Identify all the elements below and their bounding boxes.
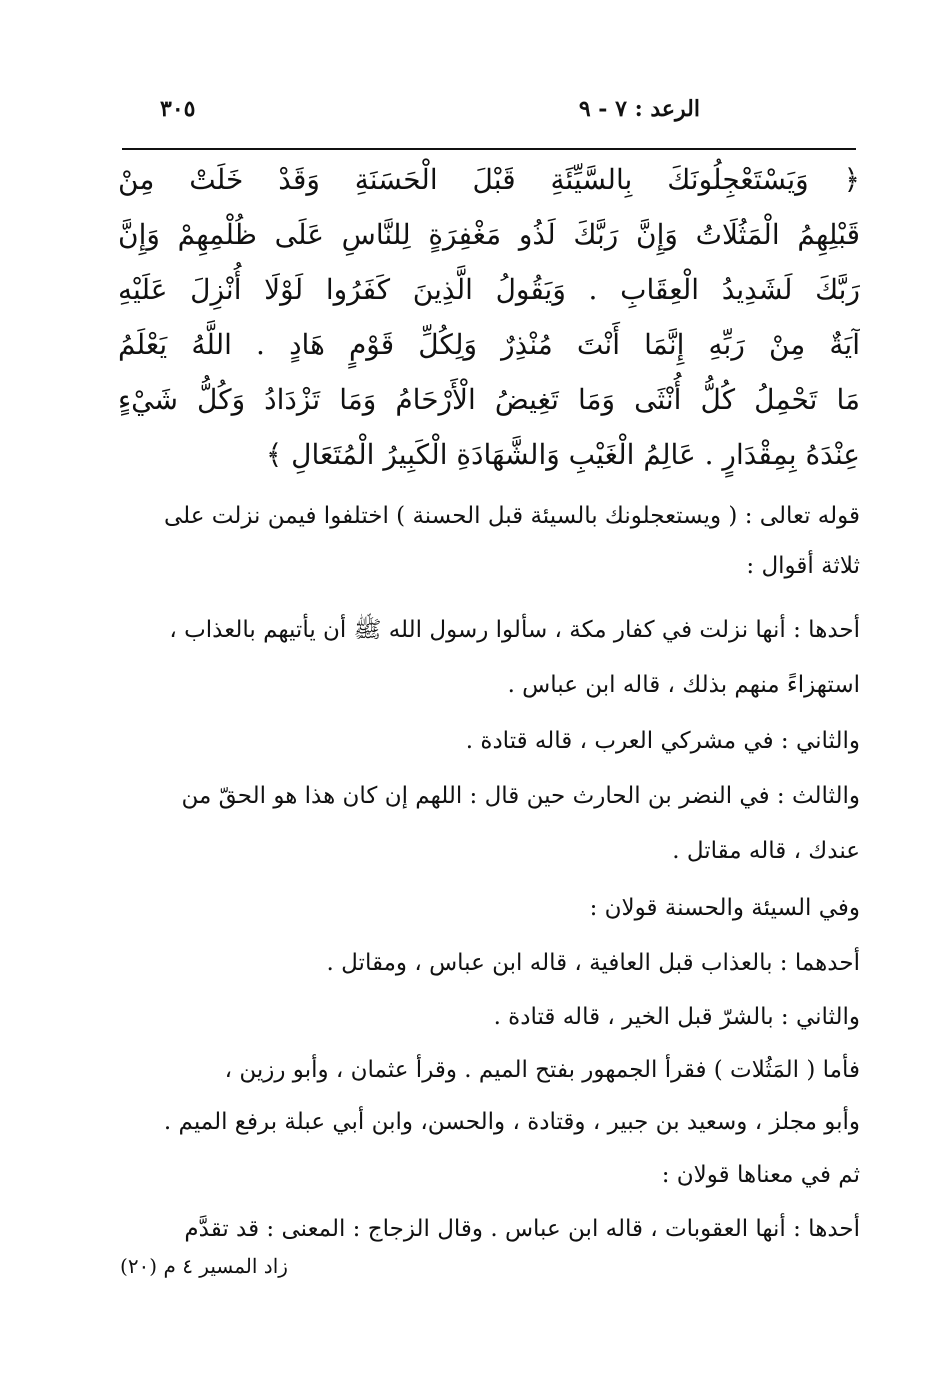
verse-line: آيَةٌ مِنْ رَبِّهِ إِنَّمَا أَنْتَ مُنْذِرٌ وَلِكُلِّ قَوْمٍ هَادٍ . اللَّهُ يَعْلَمُ — [118, 328, 860, 361]
commentary-line: أحدهما : بالعذاب قبل العافية ، قاله ابن عباس ، ومقاتل . — [326, 950, 860, 976]
verse-line: ﴿ وَيَسْتَعْجِلُونَكَ بِالسَّيِّئَةِ قَبْلَ الْحَسَنَةِ وَقَدْ خَلَتْ مِنْ — [118, 163, 860, 196]
commentary-line: قوله تعالى : ( ويستعجلونك بالسيئة قبل الحسنة ) اختلفوا فيمن نزلت على — [163, 503, 860, 529]
commentary-line: أحدها : أنها العقوبات ، قاله ابن عباس . وقال الزجاج : المعنى : قد تقدَّم — [184, 1216, 860, 1242]
header-divider — [122, 148, 856, 150]
page-header — [120, 96, 860, 136]
commentary-line: استهزاءً منهم بذلك ، قاله ابن عباس . — [507, 672, 860, 698]
commentary-line: والثاني : بالشرّ قبل الخير ، قاله قتادة . — [493, 1004, 860, 1030]
page-footer: زاد المسير ٤ م (٢٠) — [120, 1254, 288, 1278]
page-number: ٣٠٥ — [160, 96, 196, 122]
surah-reference: الرعد : ٧ - ٩ — [578, 96, 700, 122]
verse-line: رَبَّكَ لَشَدِيدُ الْعِقَابِ . وَيَقُولُ الَّذِينَ كَفَرُوا لَوْلَا أُنْزِلَ عَلَيْهِ — [118, 273, 860, 306]
commentary-line: والثالث : في النضر بن الحارث حين قال : اللهم إن كان هذا هو الحقّ من — [181, 783, 860, 809]
commentary-line: ثم في معناها قولان : — [661, 1162, 860, 1188]
commentary-line: ثلاثة أقوال : — [746, 553, 860, 579]
commentary-block — [118, 490, 860, 1256]
commentary-line: والثاني : في مشركي العرب ، قاله قتادة . — [465, 728, 860, 754]
verse-line: عِنْدَهُ بِمِقْدَارٍ . عَالِمُ الْغَيْبِ وَالشَّهَادَةِ الْكَبِيرُ الْمُتَعَالِ ﴾ — [265, 438, 860, 471]
commentary-line: وفي السيئة والحسنة قولان : — [589, 895, 860, 921]
commentary-line: عندك ، قاله مقاتل . — [672, 838, 860, 864]
quran-verse-block — [118, 152, 860, 482]
commentary-line: أحدها : أنها نزلت في كفار مكة ، سألوا رسول الله ﷺ أن يأتيهم بالعذاب ، — [169, 617, 860, 643]
verse-line: مَا تَحْمِلُ كُلُّ أُنْثَى وَمَا تَغِيضُ الْأَرْحَامُ وَمَا تَزْدَادُ وَكُلُّ شَيْءٍ — [118, 383, 860, 416]
verse-line: قَبْلِهِمُ الْمَثُلَاتُ وَإِنَّ رَبَّكَ لَذُو مَغْفِرَةٍ لِلنَّاسِ عَلَى ظُلْمِهِمْ وَإِنَّ — [118, 218, 860, 251]
commentary-line: وأبو مجلز ، وسعيد بن جبير ، وقتادة ، والحسن، وابن أبي عبلة برفع الميم . — [163, 1109, 860, 1135]
commentary-line: فأما ( المَثُلات ) فقرأ الجمهور بفتح الميم . وقرأ عثمان ، وأبو رزين ، — [224, 1057, 860, 1083]
